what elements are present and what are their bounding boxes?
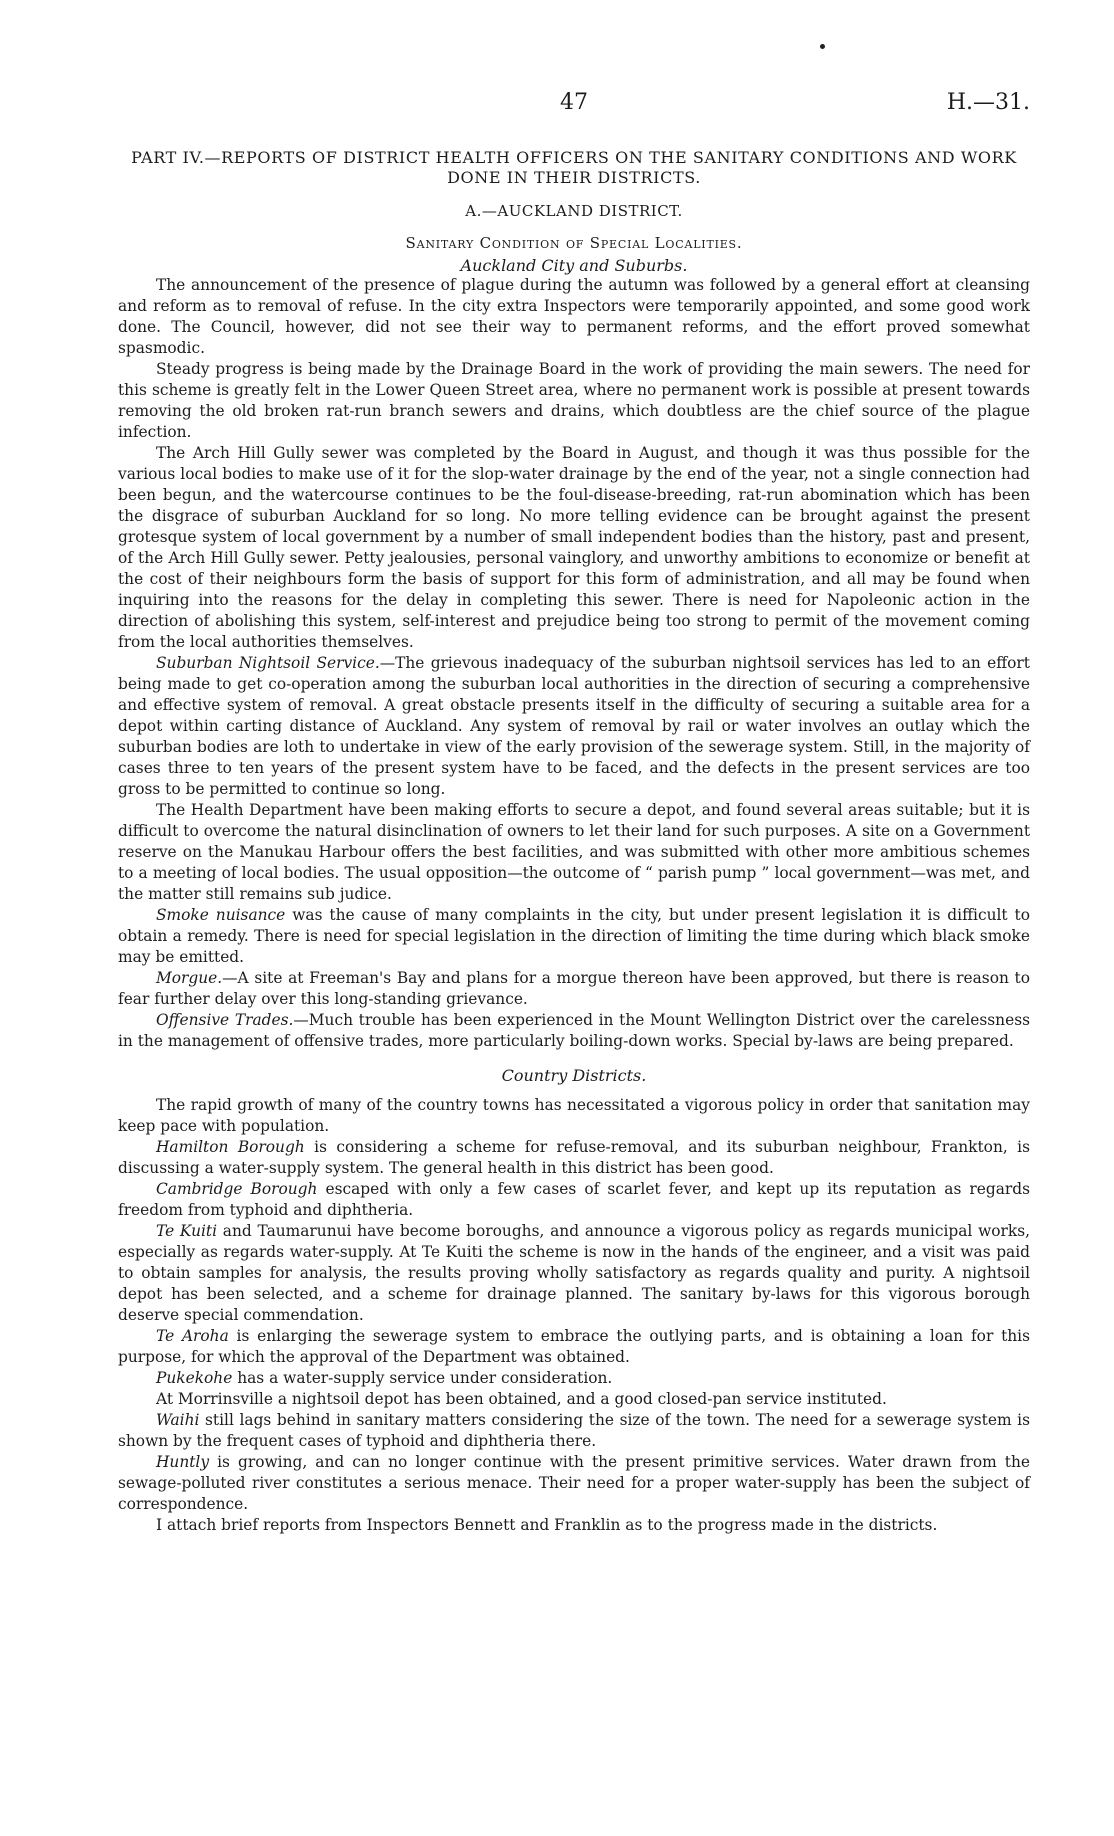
paragraph-lead: Huntly bbox=[156, 1453, 210, 1471]
paragraph-text: The Arch Hill Gully sewer was completed by the Board in August, and though it was thus possible for the various local bodies to make use of it for the slop-water drainage by the end of the year, not a single connection had been begun, and the watercourse continues to be the foul-disease-breeding, rat-run abomination which has been the disgrace of suburban Auckland for so long. No more telling evidence can be brought against the present grotesque system of local government by a number of small independent bodies than the history, past and present, of the Arch Hill Gully sewer. Petty jealousies, personal vainglory, and unworthy ambitions to economize or benefit at the cost of their neighbours form the basis of support for this form of administration, and all may be found when inquiring into the reasons for the delay in completing this sewer. There is need for Napoleonic action in the direction of abolishing this system, self-interest and prejudice being too strong to permit of the movement coming from the local authorities themselves. bbox=[118, 444, 1030, 651]
paragraph-text: is growing, and can no longer continue with the present primitive services. Water drawn from the sewage-polluted river constitutes a serious menace. Their need for a proper water-supply has been the subject of correspondence. bbox=[118, 1453, 1030, 1513]
page-header bbox=[118, 80, 1030, 120]
district-heading: A.—AUCKLAND DISTRICT. bbox=[465, 202, 683, 220]
country-subheading: Country Districts. bbox=[501, 1066, 647, 1085]
paragraph-lead: Pukekohe bbox=[156, 1369, 233, 1387]
paragraph-text: has a water-supply service under consideration. bbox=[232, 1369, 613, 1387]
country-section-body bbox=[118, 1095, 1030, 1536]
paragraph-lead: Suburban Nightsoil Service. bbox=[156, 654, 380, 672]
paragraph bbox=[118, 1010, 1030, 1052]
paragraph-text: escaped with only a few cases of scarlet fever, and kept up its reputation as regards freedom from typhoid and diphtheria. bbox=[118, 1180, 1030, 1219]
paragraph-text: —A site at Freeman's Bay and plans for a morgue thereon have been approved, but there is reason to fear further delay over this long-standing grievance. bbox=[118, 969, 1030, 1008]
paragraph-text: The Health Department have been making efforts to secure a depot, and found several areas suitable; but it is difficult to overcome the natural disinclination of owners to let their land for such purposes. A site on a Government reserve on the Manukau Harbour offers the best facilities, and was submitted with other more ambitious schemes to a meeting of local bodies. The usual opposition—the outcome of “ parish pump ” local government—was met, and the matter still remains sub judice. bbox=[118, 801, 1030, 903]
paragraph-text: At Morrinsville a nightsoil depot has been obtained, and a good closed-pan service instituted. bbox=[156, 1390, 887, 1408]
city-section-body bbox=[118, 275, 1030, 1052]
paragraph bbox=[118, 359, 1030, 443]
paragraph-lead: Te Aroha bbox=[156, 1327, 229, 1345]
part-title: PART IV.—REPORTS OF DISTRICT HEALTH OFFICERS ON THE SANITARY CONDITIONS AND WORK DONE IN THEIR DISTRICTS. bbox=[131, 148, 1017, 187]
paragraph bbox=[118, 1179, 1030, 1221]
paragraph bbox=[118, 905, 1030, 968]
paragraph-lead: Hamilton Borough bbox=[156, 1138, 305, 1156]
paragraph-lead: Waihi bbox=[156, 1411, 200, 1429]
paragraph bbox=[118, 653, 1030, 800]
paragraph-lead: Te Kuiti bbox=[156, 1222, 218, 1240]
paragraph-text: —Much trouble has been experienced in the Mount Wellington District over the carelessness in the management of offensive trades, more particularly boiling-down works. Special by-laws are being prepared. bbox=[118, 1011, 1030, 1050]
paragraph bbox=[118, 1326, 1030, 1368]
paragraph-text: Steady progress is being made by the Drainage Board in the work of providing the main sewers. The need for this scheme is greatly felt in the Lower Queen Street area, where no permanent work is possible at present towards removing the old broken rat-run branch sewers and drains, which doubtless are the chief source of the plague infection. bbox=[118, 360, 1030, 441]
paragraph-lead: Cambridge Borough bbox=[156, 1180, 318, 1198]
paragraph bbox=[118, 1410, 1030, 1452]
paragraph-text: —The grievous inadequacy of the suburban nightsoil services has led to an effort being made to get co-operation among the suburban local authorities in the direction of securing a comprehensive and effective system of removal. A great obstacle presents itself in the difficulty of securing a suitable area for a depot within carting distance of Auckland. Any system of removal by rail or water involves an outlay which the suburban bodies are loth to undertake in view of the early provision of the sewerage system. Still, in the majority of cases three to ten years of the present system have to be faced, and the defects in the present services are too gross to be permitted to continue so long. bbox=[118, 654, 1030, 798]
paragraph bbox=[118, 1137, 1030, 1179]
city-subheading: Auckland City and Suburbs. bbox=[460, 256, 688, 275]
paragraph-text: The rapid growth of many of the country towns has necessitated a vigorous policy in order that sanitation may keep pace with population. bbox=[118, 1096, 1030, 1135]
paragraph bbox=[118, 800, 1030, 905]
paragraph-text: was the cause of many complaints in the city, but under present legislation it is difficult to obtain a remedy. There is need for special legislation in the direction of limiting the time during which black smoke may be emitted. bbox=[118, 906, 1030, 966]
paragraph bbox=[118, 275, 1030, 359]
paragraph bbox=[118, 968, 1030, 1010]
paragraph-lead: Offensive Trades. bbox=[156, 1011, 294, 1029]
paragraph-text: still lags behind in sanitary matters considering the size of the town. The need for a sewerage system is shown by the frequent cases of typhoid and diphtheria there. bbox=[118, 1411, 1030, 1450]
document-code: H.—31. bbox=[946, 90, 1030, 115]
paragraph bbox=[118, 1515, 1030, 1536]
paragraph bbox=[118, 443, 1030, 653]
page-number: 47 bbox=[560, 90, 588, 115]
paragraph bbox=[118, 1452, 1030, 1515]
paragraph-text: The announcement of the presence of plague during the autumn was followed by a general effort at cleansing and reform as to removal of refuse. In the city extra Inspectors were temporarily appointed, and some good work done. The Council, however, did not see their way to permanent reforms, and the effort proved somewhat spasmodic. bbox=[118, 276, 1030, 357]
paragraph-text: I attach brief reports from Inspectors Bennett and Franklin as to the progress made in the districts. bbox=[156, 1516, 938, 1534]
paragraph bbox=[118, 1221, 1030, 1326]
paragraph bbox=[118, 1389, 1030, 1410]
paragraph-lead: Smoke nuisance bbox=[156, 906, 286, 924]
paragraph-text: is enlarging the sewerage system to embrace the outlying parts, and is obtaining a loan for this purpose, for which the approval of the Department was obtained. bbox=[118, 1327, 1030, 1366]
paragraph bbox=[118, 1368, 1030, 1389]
paragraph bbox=[118, 1095, 1030, 1137]
paragraph-text: and Taumarunui have become boroughs, and announce a vigorous policy as regards municipal works, especially as regards water-supply. At Te Kuiti the scheme is now in the hands of the engineer, and a visit was paid to obtain samples for analysis, the results proving wholly satisfactory as regards quality and purity. A nightsoil depot has been selected, and a scheme for drainage planned. The sanitary by-laws for this vigorous borough deserve special commendation. bbox=[118, 1222, 1031, 1324]
paragraph-lead: Morgue. bbox=[156, 969, 223, 987]
section-heading: Sanitary Condition of Special Localities. bbox=[405, 234, 743, 252]
paragraph-text: is considering a scheme for refuse-removal, and its suburban neighbour, Frankton, is discussing a water-supply system. The general health in this district has been good. bbox=[118, 1138, 1030, 1177]
ink-speck bbox=[820, 44, 825, 49]
document-page bbox=[118, 80, 1030, 1536]
